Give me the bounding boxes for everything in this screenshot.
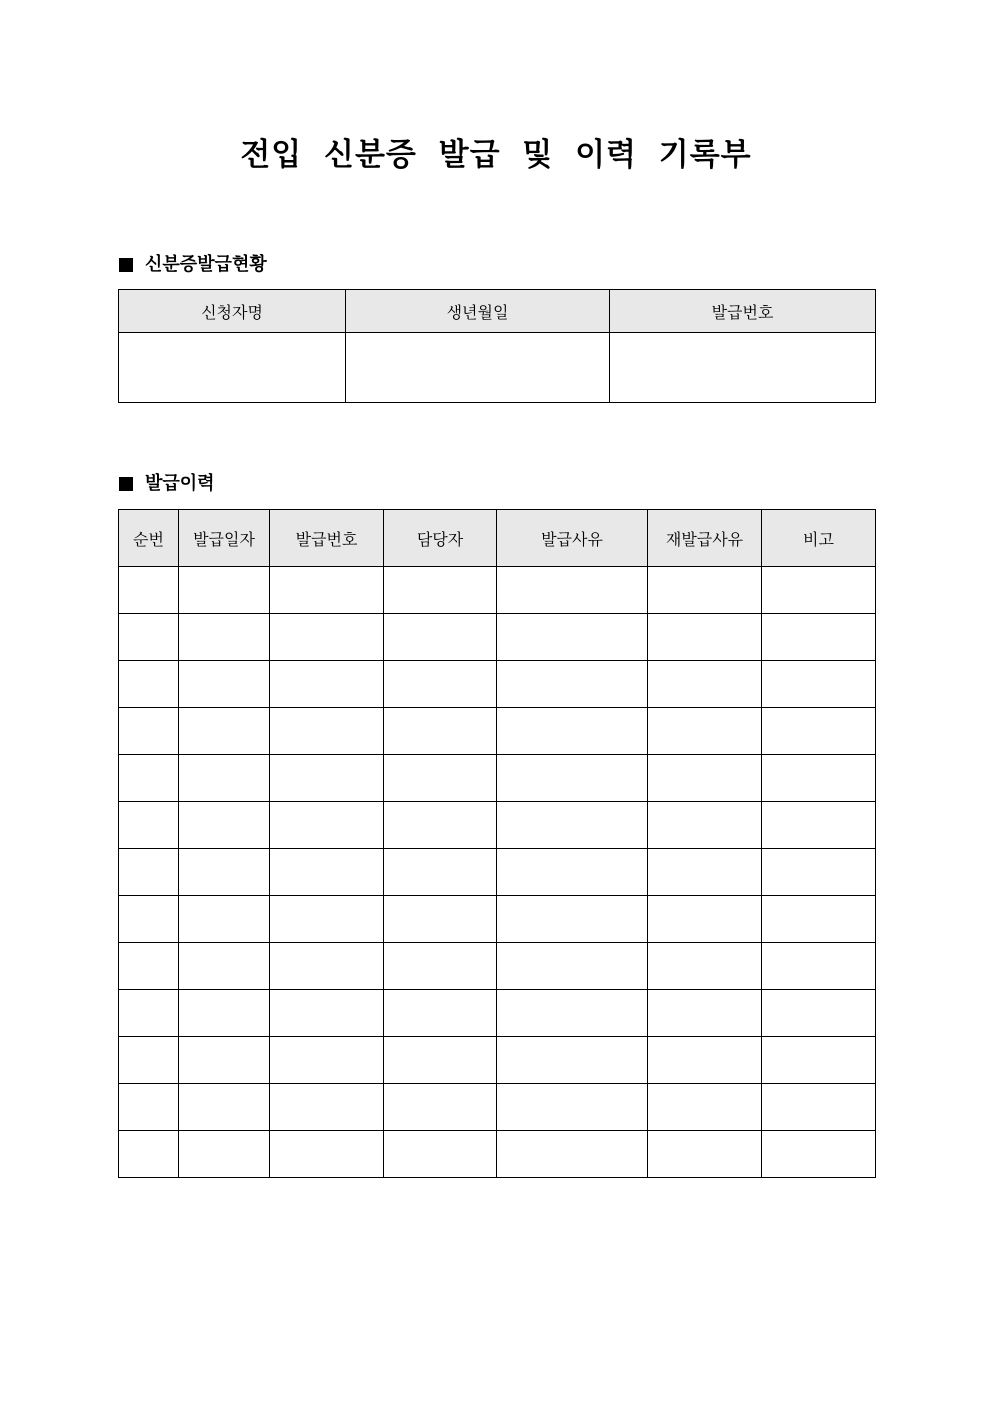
issue-reason-cell[interactable] (497, 990, 648, 1037)
status-entry-row (119, 333, 876, 403)
seq-cell[interactable] (119, 708, 179, 755)
square-bullet-icon (119, 258, 133, 272)
table-row (119, 849, 876, 896)
officer-cell[interactable] (384, 755, 497, 802)
issue-date-cell[interactable] (179, 896, 270, 943)
issue-date-cell[interactable] (179, 1037, 270, 1084)
issue-date-cell[interactable] (179, 849, 270, 896)
issue-date-cell[interactable] (179, 802, 270, 849)
issue-reason-cell[interactable] (497, 708, 648, 755)
officer-cell[interactable] (384, 1084, 497, 1131)
remarks-cell[interactable] (762, 614, 876, 661)
issue-reason-cell[interactable] (497, 1084, 648, 1131)
table-row (119, 1131, 876, 1178)
issue-reason-cell[interactable] (497, 614, 648, 661)
issue-reason-cell[interactable] (497, 849, 648, 896)
issue-date-cell[interactable] (179, 755, 270, 802)
officer-cell[interactable] (384, 708, 497, 755)
issue-reason-cell[interactable] (497, 661, 648, 708)
seq-cell[interactable] (119, 1131, 179, 1178)
reissue-reason-cell[interactable] (648, 567, 762, 614)
issue-number-cell[interactable] (270, 755, 384, 802)
remarks-cell[interactable] (762, 849, 876, 896)
reissue-reason-cell[interactable] (648, 896, 762, 943)
issue-date-cell[interactable] (179, 1084, 270, 1131)
remarks-cell[interactable] (762, 1131, 876, 1178)
reissue-reason-cell[interactable] (648, 1131, 762, 1178)
issue-number-cell[interactable] (270, 708, 384, 755)
history-table-body (119, 567, 876, 1178)
column-header-issue-number: 발급번호 (610, 290, 876, 333)
table-row (119, 802, 876, 849)
table-row (119, 567, 876, 614)
issue-date-cell[interactable] (179, 661, 270, 708)
seq-cell[interactable] (119, 802, 179, 849)
reissue-reason-cell[interactable] (648, 943, 762, 990)
column-header-remarks: 비고 (762, 510, 876, 567)
issue-reason-cell[interactable] (497, 1131, 648, 1178)
remarks-cell[interactable] (762, 990, 876, 1037)
issue-number-cell[interactable] (270, 990, 384, 1037)
reissue-reason-cell[interactable] (648, 990, 762, 1037)
issue-date-cell[interactable] (179, 614, 270, 661)
remarks-cell[interactable] (762, 661, 876, 708)
remarks-cell[interactable] (762, 708, 876, 755)
officer-cell[interactable] (384, 990, 497, 1037)
seq-cell[interactable] (119, 567, 179, 614)
column-header-seq: 순번 (119, 510, 179, 567)
birth-date-cell[interactable] (346, 333, 610, 403)
issue-number-cell[interactable] (270, 1037, 384, 1084)
remarks-cell[interactable] (762, 755, 876, 802)
issue-reason-cell[interactable] (497, 1037, 648, 1084)
status-section-label: 신분증발급현황 (145, 254, 267, 275)
issuance-history-table (118, 509, 876, 1178)
column-header-issue-number: 발급번호 (270, 510, 384, 567)
remarks-cell[interactable] (762, 943, 876, 990)
issue-reason-cell[interactable] (497, 567, 648, 614)
reissue-reason-cell[interactable] (648, 708, 762, 755)
issue-reason-cell[interactable] (497, 755, 648, 802)
issue-number-cell[interactable] (270, 614, 384, 661)
issue-reason-cell[interactable] (497, 896, 648, 943)
table-row (119, 708, 876, 755)
table-row (119, 1084, 876, 1131)
issue-number-cell[interactable] (270, 896, 384, 943)
issuance-status-table (118, 289, 876, 403)
history-header-row (119, 510, 876, 567)
seq-cell[interactable] (119, 755, 179, 802)
issue-number-cell[interactable] (270, 802, 384, 849)
column-header-issue-reason: 발급사유 (497, 510, 648, 567)
officer-cell[interactable] (384, 1131, 497, 1178)
column-header-officer: 담당자 (384, 510, 497, 567)
issue-date-cell[interactable] (179, 1131, 270, 1178)
officer-cell[interactable] (384, 661, 497, 708)
table-row (119, 755, 876, 802)
reissue-reason-cell[interactable] (648, 661, 762, 708)
officer-cell[interactable] (384, 1037, 497, 1084)
issue-number-cell[interactable] (270, 661, 384, 708)
issue-reason-cell[interactable] (497, 943, 648, 990)
officer-cell[interactable] (384, 567, 497, 614)
reissue-reason-cell[interactable] (648, 1084, 762, 1131)
remarks-cell[interactable] (762, 1084, 876, 1131)
table-row (119, 943, 876, 990)
issue-reason-cell[interactable] (497, 802, 648, 849)
square-bullet-icon (119, 477, 133, 491)
issue-date-cell[interactable] (179, 708, 270, 755)
issue-number-cell[interactable] (610, 333, 876, 403)
table-row (119, 661, 876, 708)
reissue-reason-cell[interactable] (648, 1037, 762, 1084)
reissue-reason-cell[interactable] (648, 849, 762, 896)
officer-cell[interactable] (384, 943, 497, 990)
seq-cell[interactable] (119, 896, 179, 943)
reissue-reason-cell[interactable] (648, 802, 762, 849)
remarks-cell[interactable] (762, 802, 876, 849)
status-section-heading (119, 253, 267, 277)
seq-cell[interactable] (119, 849, 179, 896)
table-row (119, 990, 876, 1037)
status-header-row (119, 290, 876, 333)
issue-date-cell[interactable] (179, 567, 270, 614)
history-section-heading (119, 472, 215, 496)
officer-cell[interactable] (384, 896, 497, 943)
applicant-name-cell[interactable] (119, 333, 346, 403)
officer-cell[interactable] (384, 849, 497, 896)
reissue-reason-cell[interactable] (648, 614, 762, 661)
column-header-issue-date: 발급일자 (179, 510, 270, 567)
seq-cell[interactable] (119, 614, 179, 661)
table-row (119, 614, 876, 661)
document-title: 전입 신분증 발급 및 이력 기록부 (240, 137, 752, 173)
table-row (119, 896, 876, 943)
remarks-cell[interactable] (762, 896, 876, 943)
column-header-birth-date: 생년월일 (346, 290, 610, 333)
table-row (119, 1037, 876, 1084)
history-section-label: 발급이력 (145, 473, 215, 494)
officer-cell[interactable] (384, 802, 497, 849)
issue-number-cell[interactable] (270, 943, 384, 990)
seq-cell[interactable] (119, 943, 179, 990)
issue-number-cell[interactable] (270, 1131, 384, 1178)
seq-cell[interactable] (119, 1084, 179, 1131)
seq-cell[interactable] (119, 1037, 179, 1084)
issue-number-cell[interactable] (270, 849, 384, 896)
seq-cell[interactable] (119, 661, 179, 708)
issue-number-cell[interactable] (270, 567, 384, 614)
seq-cell[interactable] (119, 990, 179, 1037)
reissue-reason-cell[interactable] (648, 755, 762, 802)
remarks-cell[interactable] (762, 1037, 876, 1084)
remarks-cell[interactable] (762, 567, 876, 614)
issue-date-cell[interactable] (179, 943, 270, 990)
column-header-reissue-reason: 재발급사유 (648, 510, 762, 567)
issue-date-cell[interactable] (179, 990, 270, 1037)
officer-cell[interactable] (384, 614, 497, 661)
issue-number-cell[interactable] (270, 1084, 384, 1131)
column-header-applicant-name: 신청자명 (119, 290, 346, 333)
